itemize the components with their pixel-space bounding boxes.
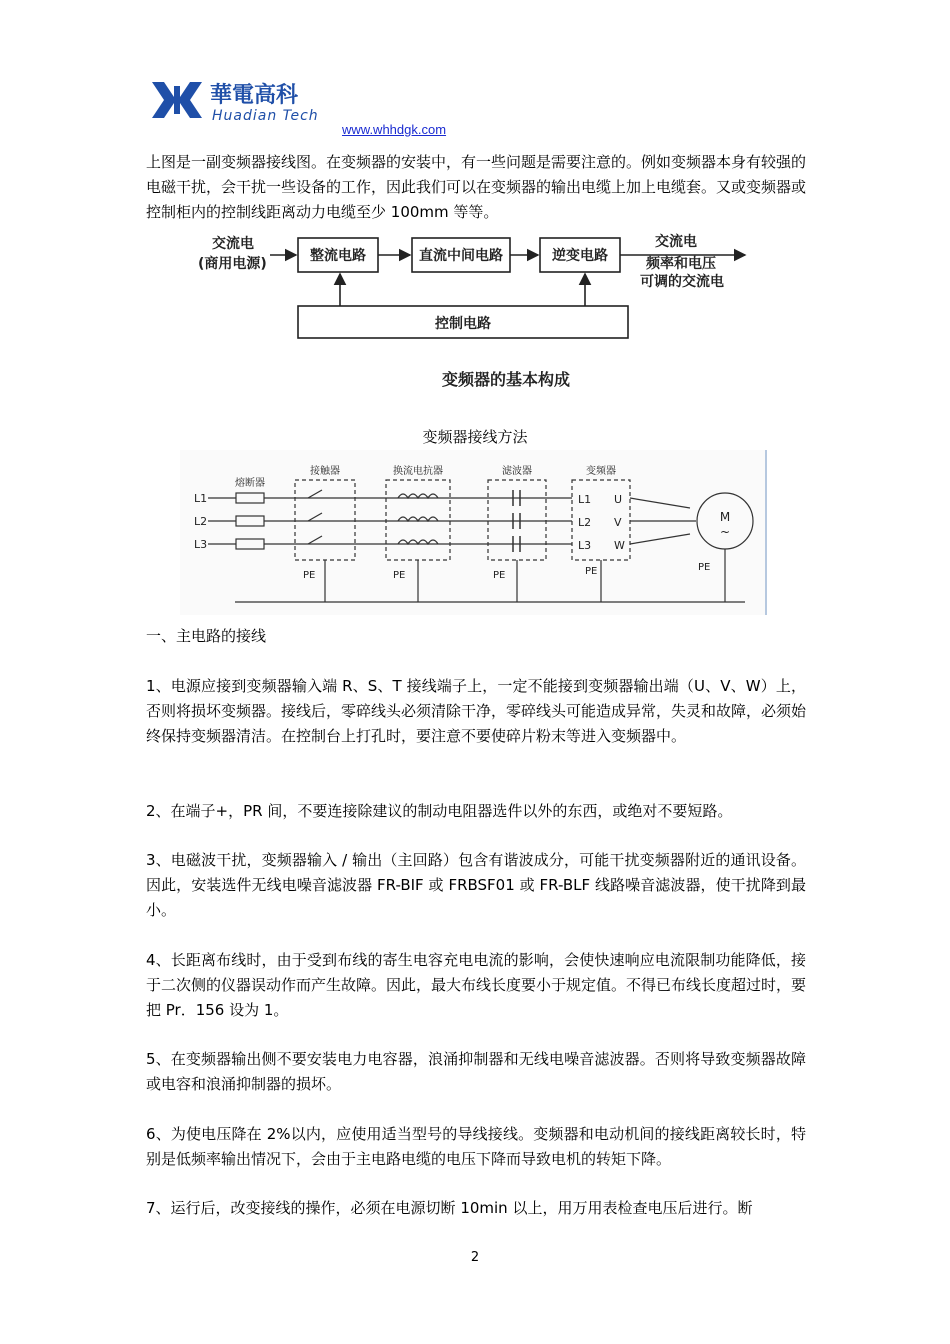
vfd-out-w: W [614, 539, 625, 552]
control-label: 控制电路 [435, 316, 491, 332]
pe-label-vfd: PE [585, 566, 598, 577]
pe-label-motor: PE [698, 562, 711, 573]
page-number: 2 [470, 1250, 480, 1265]
website-link[interactable]: www.whhdgk.com [342, 122, 447, 137]
list-item: 6、为使电压降在 2%以内，应使用适当型号的导线接线。变频器和电动机间的接线距离较长时，特别是低频率输出情况下，会由于主电路电缆的电压下降而导致电机的转矩下降。 [146, 1125, 806, 1168]
vfd-in-l1: L1 [578, 493, 592, 506]
vfd-label: 变频器 [586, 466, 616, 477]
input-label-2: (商用电源) [198, 256, 267, 272]
output-label-3: 可调的交流电 [640, 274, 724, 290]
list-item: 3、电磁波干扰，变频器输入 / 输出（主回路）包含有谐波成分，可能干扰变频器附近的通讯设备。因此，安装选件无线电噪音滤波器 FR-BIF 或 FRBSF01 或 FR-BLF 线路噪音滤波器，使干扰降到最小。 [146, 851, 806, 919]
phase-l1-label: L1 [194, 492, 208, 505]
wiring-method-title: 变频器接线方法 [422, 428, 528, 446]
pe-label-filter: PE [493, 570, 506, 581]
company-logo [150, 78, 330, 124]
motor-label: M [719, 510, 731, 524]
vfd-in-l3: L3 [578, 539, 592, 552]
output-label-2: 频率和电压 [646, 256, 716, 272]
list-item: 1、电源应接到变频器输入端 R、S、T 接线端子上，一定不能接到变频器输出端（U、V、W）上，否则将损坏变频器。接线后，零碎线头必须清除干净，零碎线头可能造成异常，失灵和故障，必须始终保持变频器清洁。在控制台上打孔时，要注意不要使碎片粉末等进入变频器中。 [146, 677, 807, 745]
pe-label-reactor: PE [393, 570, 406, 581]
inverter-structure-diagram [190, 228, 760, 402]
vfd-out-v: V [614, 516, 622, 529]
phase-l2-label: L2 [194, 515, 208, 528]
filter-label: 滤波器 [502, 466, 532, 477]
diagram1-caption: 变频器的基本构成 [441, 370, 571, 389]
vfd-out-u: U [614, 493, 623, 506]
phase-l3-label: L3 [194, 538, 208, 551]
section-heading: 一、主电路的接线 [146, 627, 267, 645]
output-label-1: 交流电 [655, 234, 697, 250]
rectifier-label: 整流电路 [310, 248, 366, 264]
logo-mark-icon [152, 82, 202, 118]
dc-link-label: 直流中间电路 [419, 248, 503, 264]
list-item: 2、在端子+，PR 间，不要连接除建议的制动电阻器选件以外的东西，或绝对不要短路。 [146, 802, 733, 820]
fuse-label: 熔断器 [235, 478, 265, 489]
reactor-label: 换流电抗器 [393, 466, 443, 477]
logo-chinese-text: 華電高科 [210, 83, 299, 108]
motor-ac-symbol: ~ [719, 525, 731, 539]
pe-label-contactor: PE [303, 570, 316, 581]
wiring-method-diagram [180, 450, 770, 619]
list-item: 7、运行后，改变接线的操作，必须在电源切断 10min 以上，用万用表检查电压后进行。断 [146, 1199, 753, 1217]
vfd-in-l2: L2 [578, 516, 592, 529]
input-label-1: 交流电 [212, 236, 254, 252]
contactor-label: 接触器 [310, 466, 340, 477]
logo-english-text: Huadian Tech [212, 108, 319, 124]
inverter-label: 逆变电路 [552, 248, 608, 264]
list-item: 4、长距离布线时，由于受到布线的寄生电容充电电流的影响，会使快速响应电流限制功能降低，接于二次侧的仪器误动作而产生故障。因此，最大布线长度要小于规定值。不得已布线长度超过时，要把 Pr．156 设为 1。 [146, 951, 807, 1019]
list-item: 5、在变频器输出侧不要安装电力电容器，浪涌抑制器和无线电噪音滤波器。否则将导致变频器故障或电容和浪涌抑制器的损坏。 [146, 1050, 806, 1093]
intro-paragraph: 上图是一副变频器接线图。在变频器的安装中，有一些问题是需要注意的。例如变频器本身有较强的电磁干扰，会干扰一些设备的工作，因此我们可以在变频器的输出电缆上加上电缆套。又或变频器或控制柜内的控制线距离动力电缆至少 100mm 等等。 [146, 153, 807, 221]
